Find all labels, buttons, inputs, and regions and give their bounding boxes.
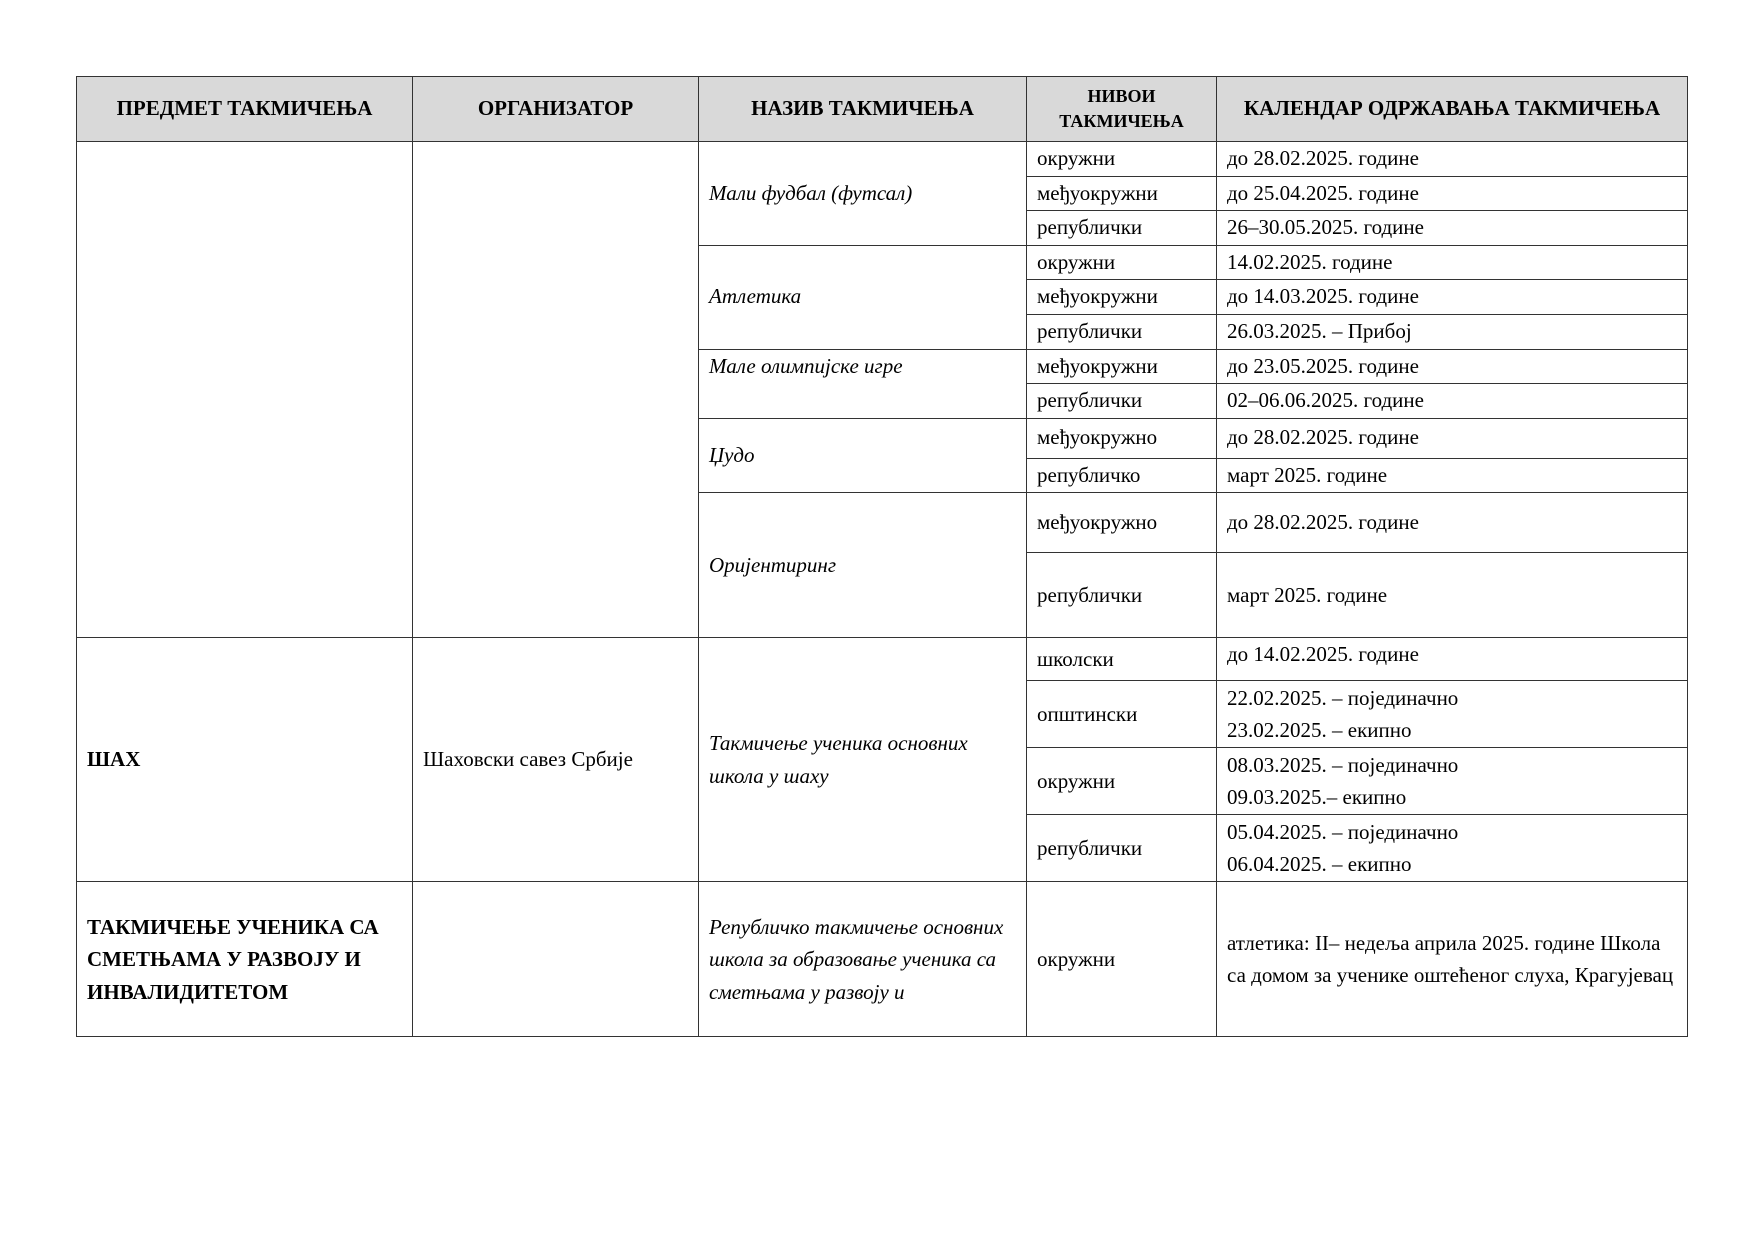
chess-subject-cell: ШАХ <box>77 638 413 882</box>
date-line: 06.04.2025. – екипно <box>1227 852 1412 877</box>
date-cell: 02–06.06.2025. године <box>1217 384 1688 419</box>
header-level: НИВОИ ТАКМИЧЕЊА <box>1027 77 1217 142</box>
date-line: до 14.02.2025. године <box>1227 642 1419 667</box>
date-line: 05.04.2025. – појединачно <box>1227 819 1459 844</box>
date-cell: март 2025. године <box>1217 458 1688 493</box>
chess-organizer-cell: Шаховски савез Србије <box>413 638 699 882</box>
date-cell: до 28.02.2025. године <box>1217 142 1688 177</box>
header-organizer: ОРГАНИЗАТОР <box>413 77 699 142</box>
competition-name-mini-olympics: Мале олимпијске игре <box>699 349 1027 418</box>
competition-name-futsal: Мали фудбал (футсал) <box>699 142 1027 246</box>
date-cell: 26.03.2025. – Прибој <box>1217 314 1688 349</box>
level-cell: окружни <box>1027 748 1217 815</box>
level-cell: школски <box>1027 638 1217 681</box>
level-cell: међуокружни <box>1027 176 1217 211</box>
level-cell: општински <box>1027 681 1217 748</box>
competition-schedule-table <box>76 76 1688 1037</box>
header-subject: ПРЕДМЕТ ТАКМИЧЕЊА <box>77 77 413 142</box>
competition-name-athletics: Атлетика <box>699 245 1027 349</box>
header-calendar: КАЛЕНДАР ОДРЖАВАЊА ТАКМИЧЕЊА <box>1217 77 1688 142</box>
level-cell: међуокружни <box>1027 280 1217 315</box>
date-cell: 14.02.2025. године <box>1217 245 1688 280</box>
date-cell: атлетика: II– недеља априла 2025. године Школа са домом за ученике оштећеног слуха, Крагујевац <box>1217 882 1688 1037</box>
sport-organizer-cell <box>413 142 699 638</box>
table-row <box>77 142 1688 177</box>
level-cell: међуокружни <box>1027 349 1217 384</box>
level-cell: међуокружно <box>1027 493 1217 553</box>
level-cell: републички <box>1027 815 1217 882</box>
competition-name-orienteering: Оријентиринг <box>699 493 1027 638</box>
level-cell: окружни <box>1027 882 1217 1037</box>
level-cell: окружни <box>1027 245 1217 280</box>
date-line: 08.03.2025. – појединачно <box>1227 752 1459 777</box>
date-cell: до 25.04.2025. године <box>1217 176 1688 211</box>
sport-subject-cell <box>77 142 413 638</box>
date-cell: до 14.03.2025. године <box>1217 280 1688 315</box>
date-cell <box>1217 748 1688 815</box>
date-line: 22.02.2025. – појединачно <box>1227 685 1459 710</box>
level-cell: републички <box>1027 553 1217 638</box>
date-line: 23.02.2025. – екипно <box>1227 718 1412 743</box>
level-cell: међуокружно <box>1027 418 1217 458</box>
date-cell: до 28.02.2025. године <box>1217 493 1688 553</box>
date-cell <box>1217 815 1688 882</box>
competition-name-judo: Џудо <box>699 418 1027 493</box>
level-cell: републички <box>1027 314 1217 349</box>
date-cell: 26–30.05.2025. године <box>1217 211 1688 246</box>
level-cell: републичко <box>1027 458 1217 493</box>
date-cell <box>1217 638 1688 681</box>
date-cell: до 23.05.2025. године <box>1217 349 1688 384</box>
disabilities-subject-cell: ТАКМИЧЕЊЕ УЧЕНИКА СА СМЕТЊАМА У РАЗВОЈУ И ИНВАЛИДИТЕТОМ <box>77 882 413 1037</box>
table-header-row <box>77 77 1688 142</box>
disabilities-organizer-cell <box>413 882 699 1037</box>
date-cell: до 28.02.2025. године <box>1217 418 1688 458</box>
level-cell: републички <box>1027 211 1217 246</box>
date-line: 09.03.2025.– екипно <box>1227 785 1407 810</box>
table-row <box>77 882 1688 1037</box>
level-cell: републички <box>1027 384 1217 419</box>
competition-name-chess: Такмичење ученика основних школа у шаху <box>699 638 1027 882</box>
level-cell: окружни <box>1027 142 1217 177</box>
table-row <box>77 638 1688 681</box>
competition-name-disabilities: Републичко такмичење основних школа за образовање ученика са сметњама у развоју и <box>699 882 1027 1037</box>
header-competition-name: НАЗИВ ТАКМИЧЕЊА <box>699 77 1027 142</box>
date-cell <box>1217 681 1688 748</box>
date-cell: март 2025. године <box>1217 553 1688 638</box>
